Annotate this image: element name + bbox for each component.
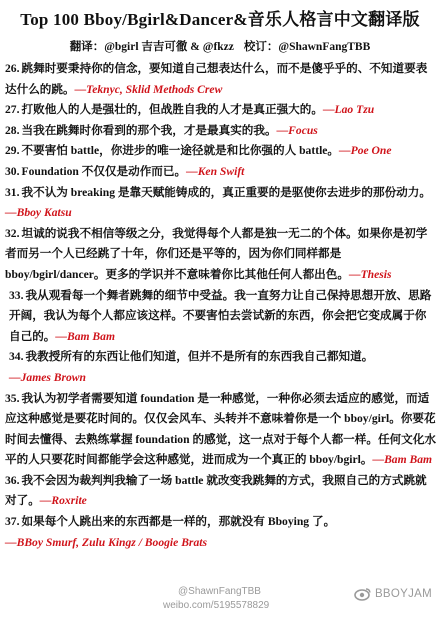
quote-number: 35. (5, 391, 20, 405)
quote-number: 31. (5, 185, 20, 199)
quote-item (5, 389, 437, 471)
quote-text: 坦诚的说我不相信等级之分，我觉得每个人都是独一无二的个体。如果你是初学者而另一个人已经跳了十年，你们还是平等的，因为你们同样都是 bboy/bgirl/dancer。更多的学识并不意味着你比其他任何人都出色。 (5, 226, 428, 281)
quote-text: 打败他人的人是强壮的，但战胜自我的人才是真正强大的。 (21, 103, 323, 117)
quote-author: —Teknyc, Sklid Methods Crew (74, 82, 223, 96)
page-title: Top 100 Bboy/Bgirl&Dancer&音乐人格言中文翻译版 (20, 10, 420, 29)
quote-item (5, 512, 437, 553)
quote-item (5, 183, 437, 224)
quote-author: —Focus (276, 123, 318, 137)
quote-text: 我不认为 breaking 是靠天赋能铸成的，真正重要的是驱使你去进步的那份动力。 (21, 185, 431, 199)
quote-text: 跳舞时要秉持你的信念，要知道自己想表达什么，而不是傻乎乎的、不知道要表达什么的跳。 (5, 62, 428, 96)
quote-text: Foundation 不仅仅是动作而已。 (21, 164, 187, 178)
quote-text: 我认为初学者需要知道 foundation 是一种感觉，一种你必须去适应的感觉，而适应这种感觉是要花时间的。仅仅会风车、头转并不意味着你是一个 bboy/girl。你要花时间去懂得、去熟练掌握 foundation 的感觉，这一点对于每个人都一样。任何文化水平的人只要花时间都能学会这种感觉，进而成为一个真正的 bboy/bgirl。 (5, 391, 436, 467)
quote-number: 32. (5, 226, 20, 240)
watermark-username: @ShawnFangTBB (178, 586, 261, 597)
quote-number: 26. (5, 62, 20, 75)
quote-list (5, 59, 437, 553)
quote-item (5, 286, 437, 348)
quote-text: 我从观看每一个舞者跳舞的细节中受益。我一直努力让自己保持思想开放、思路开阔，我认为每个人都应该这样。不要害怕去尝试新的东西，你会把它变成属于你自己的。 (9, 288, 432, 343)
quote-number: 27. (5, 103, 20, 117)
quote-author: —Thesis (348, 267, 392, 281)
credits-line (0, 38, 440, 54)
quote-item (5, 471, 437, 512)
quote-author: —James Brown (9, 370, 86, 384)
quote-item (5, 100, 437, 121)
quote-author: —Roxrite (39, 494, 87, 508)
quote-author: —Lao Tzu (322, 103, 375, 117)
quote-author: —Ken Swift (186, 164, 245, 178)
translation-credit: 翻译：@bgirl 吉吉可徹 & @fkzz (69, 41, 234, 53)
quote-item (5, 347, 437, 388)
quote-author: —Bboy Katsu (5, 206, 72, 220)
quote-number: 30. (5, 164, 20, 178)
quote-author: —Bam Bam (372, 453, 433, 467)
quote-number: 28. (5, 123, 20, 137)
quote-item (5, 224, 437, 286)
quote-item (5, 162, 437, 183)
quote-item (5, 141, 437, 162)
quote-author: —Poe One (339, 144, 392, 158)
watermark-logo (354, 587, 432, 601)
quote-item (5, 59, 437, 100)
quote-number: 34. (9, 350, 24, 364)
quote-number: 33. (9, 288, 24, 302)
quote-author: —BBoy Smurf, Zulu Kingz / Boogie Brats (5, 535, 207, 549)
quote-author: —Bam Bam (55, 329, 115, 343)
watermark-logo-text: BBOYJAM (374, 588, 432, 600)
quote-text: 我教授所有的东西让他们知道，但并不是所有的东西我自己都知道。 (25, 350, 374, 364)
weibo-eye-icon (354, 587, 372, 601)
quote-number: 36. (5, 473, 20, 487)
quote-text: 如果每个人跳出来的东西都是一样的，那就没有 Bboying 了。 (21, 515, 336, 529)
proofreading-credit: 校订：@ShawnFangTBB (243, 41, 371, 53)
quote-text: 我不会因为裁判判我输了一场 battle 就改变我跳舞的方式，我照自己的方式跳就对了。 (5, 473, 427, 508)
quote-text: 当我在跳舞时你看到的那个我，才是最真实的我。 (21, 123, 277, 137)
quote-number: 37. (5, 515, 20, 529)
quote-item (5, 121, 437, 142)
quote-text: 不要害怕 battle，你进步的唯一途径就是和比你强的人 battle。 (21, 144, 340, 158)
quote-number: 29. (5, 144, 20, 158)
watermark-url: weibo.com/5195578829 (163, 600, 270, 611)
